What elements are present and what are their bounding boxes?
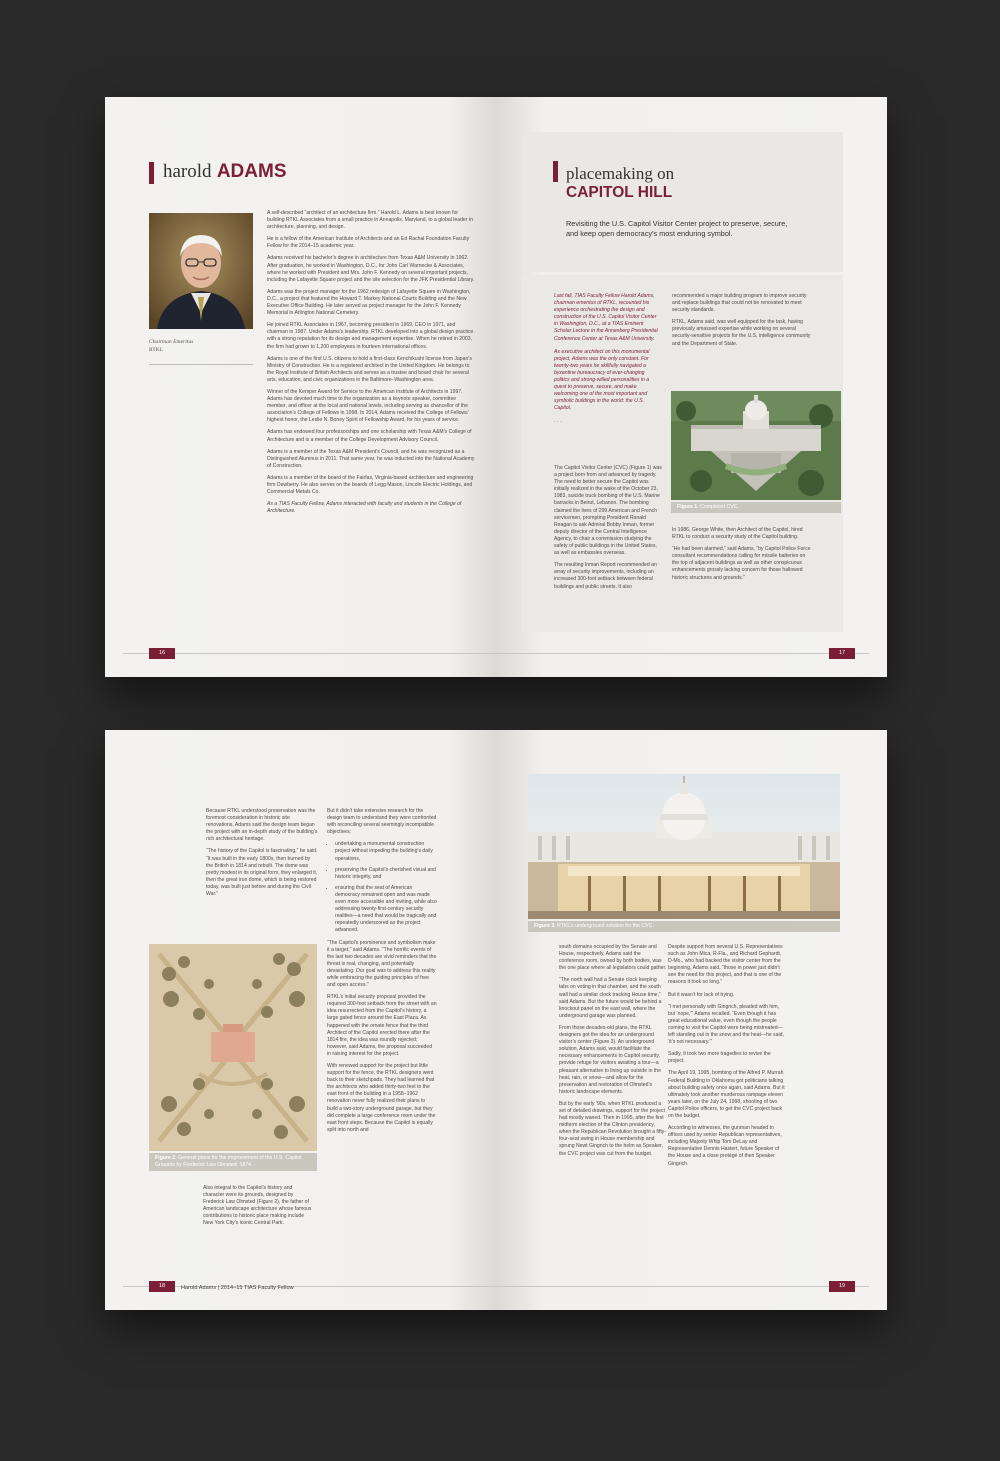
bio-paragraph: Adams is a member of the board of the Fairfax, Virginia-based architecture and engineering firm Dewberry. He also serves on the boards of Legg Mason, Lincoln Electric Holdings, and Commercial Metals Co. xyxy=(267,474,474,496)
article-paragraph: Despite support from several U.S. Representatives such as John Mica, R-Fla., and Richard Gephardt, D-Mo., who had backed the visitor center from the beginning, Adams said, “those in power just didn’t see the need for this project, and that is one of the reasons it took so long.” xyxy=(668,944,783,986)
article-paragraph: The April 19, 1995, bombing of the Alfred P. Murrah Federal Building in Oklahoma got politicians talking about building safety once again, said Adams. But it ultimately took another murderous rampage eleven years later, on the July 24, 1998, shooting of two Capitol Police officers, to get the CVC project back on the budget. xyxy=(668,1070,785,1119)
article-paragraph: recommended a major building program to improve security and replace buildings that could not be renovated to meet security standards. xyxy=(672,293,807,314)
article-column-2-top xyxy=(672,293,812,353)
article-paragraph: With renewed support for the project but little support for the fence, the RTKL designers went back to their sketchpads. They had learned that the architects who added thirty-two feet to the east front of the building in a 1958–1962 renovation never fully realized their plans to build a two-story underground garage, but they did complete a large conference room under the east front steps. Because the Capitol is equally split into north and xyxy=(327,1063,436,1133)
page-number: 18 xyxy=(149,1281,175,1292)
bio-paragraph: He joined RTKL Associates in 1967, becoming president in 1969, CEO in 1971, and chairman in 1987. Under Adams’s leadership, RTKL developed into a global design practice with a strong reputation for its design and management expertise. When he retired in 2003, the firm had grown to 1,200 employees in fourteen international offices. xyxy=(267,322,474,350)
article-paragraph: RTKL, Adams said, was well equipped for the task, having previously amassed expertise while working on several security-sensitive projects for the U.S. intelligence community and the Department of State. xyxy=(672,319,811,347)
article-paragraph: “He had been alarmed,” said Adams, “by Capitol Police Force consultant recommendations calling for missile batteries on the top of adjacent buildings as well as other conspicuous enhancements grossly lacking concern for those hallowed historic structures and grounds.” xyxy=(672,546,811,581)
article-column-2 xyxy=(327,808,437,1139)
figure-2-image xyxy=(149,944,317,1151)
article-paragraph: “I met personally with Gingrich, pleaded with him, but ‘nope,’” Adams recalled. “Even though it has great educational value, even though the people coming to visit the Capitol were being mistreated—left standing out in the snow and the heat—he said, ‘it’s not necessary.’” xyxy=(668,1003,784,1046)
page-17 xyxy=(496,97,887,677)
title-light: harold xyxy=(163,161,212,182)
bio-paragraph: Adams is one of the first U.S. citizens to hold a first-class Kenchikushi license from Japan’s Ministry of Construction. He is a registered architect in the United Kingdom. He belongs to the Royal Institute of British Architects and serves as a trustee and board chair for several arts, education, and civic organizations in the Baltimore–Washington area. xyxy=(267,355,472,383)
article-paragraph: RTKL’s initial security proposal provided the required 300-foot setback from the street with an idea resurrected from the Capitol’s history, a large gated fence around the East Plaza. As happened with the ornate fence that the third Architect of the Capitol erected there after the 1814 fire, the idea was roundly rejected; however, said Adams, the proposal succeeded in raising interest for the project. xyxy=(327,994,437,1057)
list-item: • preserving the Capitol’s cherished visual and historic integrity, and xyxy=(335,867,437,881)
article-paragraph: But it wasn’t for lack of trying. xyxy=(668,991,735,998)
figure-3-image xyxy=(528,774,840,919)
title-accent-bar xyxy=(149,162,154,184)
page-title xyxy=(566,164,674,202)
caption-role: Chairman xyxy=(149,339,172,345)
intro-italic xyxy=(554,293,660,432)
article-paragraph: Because RTKL understood preservation was the foremost consideration in historic site renovations, Adams said the design team began the project with an in-depth study of the building’s rich architectural heritage. xyxy=(206,808,318,843)
bio-paragraph: He is a fellow of the American Institute of Architects and an Ed Rachal Foundation Faculty Fellow for the 2014–15 academic year. xyxy=(267,236,470,250)
title-light: placemaking on xyxy=(566,164,675,183)
article-paragraph: According to witnesses, the gunman headed to offices used by senior Republican representatives, including Majority Whip Tom DeLay and Representative Dennis Hastert, future Speaker of the House and a close protégé of then Speaker Gingrich. xyxy=(668,1125,782,1167)
article-paragraph: south domains occupied by the Senate and House, respectively, Adams said the conference room, owned by both bodies, was the one place where all legislators could gather. xyxy=(559,944,667,972)
footer-rule xyxy=(496,653,869,654)
header-panel xyxy=(521,132,843,272)
article-paragraph: But it didn’t take extensive research for the design team to understand they were confronted with reconciling several seemingly incompatible objectives: xyxy=(327,808,437,836)
photo-caption xyxy=(149,339,193,354)
page-18 xyxy=(105,730,496,1310)
figure-text: General plans for the improvement of the U.S. Capitol Grounds by Frederick Law Olmsted, 1874. xyxy=(155,1155,302,1168)
article-paragraph: Also integral to the Capitol’s history and character were its grounds, designed by Frederick Law Olmsted (Figure 2), the father of American landscape architecture whose famous contributions to historic place making include New York City’s iconic Central Park. xyxy=(203,1185,312,1227)
figure-label: Figure 1. xyxy=(677,504,699,510)
figure-label: Figure 3. xyxy=(534,923,556,929)
article-column-1-bottom xyxy=(203,1185,315,1233)
footer-rule xyxy=(496,1286,869,1287)
page-number: 16 xyxy=(149,648,175,659)
list-item: • ensuring that the seat of American democracy remained open and was made even more accessible and inviting, while also addressing twenty-first-century security realities—a need that would be tragically and repeatedly underscored as the project advanced. xyxy=(335,885,437,935)
title-accent-bar xyxy=(553,161,558,182)
figure-text: Completed CVC. xyxy=(700,504,739,510)
page-number: 17 xyxy=(829,648,855,659)
section-separator: · · · xyxy=(554,418,562,425)
subtitle: Revisiting the U.S. Capitol Visitor Center project to preserve, secure, and keep open democracy’s most enduring symbol. xyxy=(566,219,788,238)
bio-paragraph: Adams has endowed four professorships and one scholarship with Texas A&M’s College of Architecture and is a member of the College Development Advisory Council. xyxy=(267,429,472,443)
intro-paragraph: As executive architect on this monumental project, Adams was the only constant. For twenty-two years he skillfully navigated a byzantine bureaucracy of ever-changing politics and strong-willed personalities in a quest to preserve, secure, and make welcoming one of the most important and symbolic buildings in the world: the U.S. Capitol. xyxy=(554,348,650,412)
article-column-1-top xyxy=(206,808,318,903)
caption-divider xyxy=(149,364,253,365)
list-item: • undertaking a monumental construction project without impeding the building’s daily operations, xyxy=(335,841,437,862)
article-paragraph: But by the early ’90s, when RTKL produced a set of detailed drawings, support for the project had mostly waned. Then in 1995, after the first midterm election of the Clinton presidency, when the Republican Revolution brought a fifty-four-seat swing in House membership and sprung Newt Gingrich to the helm as Speaker, the CVC project was cut from the budget. xyxy=(559,1100,667,1157)
intro-paragraph: Last fall, TIAS Faculty Fellow Harold Adams, chairman emeritus of RTKL, recounted his experience orchestrating the design and construction of the U.S. Capitol Visitor Center in Washington, D.C., at a TIAS Eminent Scholar Lecture in the Annenberg Presidential Conference Center at Texas A&M University. xyxy=(554,293,658,342)
article-column-2-bottom xyxy=(672,527,812,587)
figure-text: RTKL’s underground solution for the CVC. xyxy=(557,923,654,929)
bottom-spread xyxy=(105,730,887,1310)
bio-paragraph: Adams received his bachelor’s degree in architecture from Texas A&M University in 1962. After graduation, he worked in Washington, D.C., for John Carl Warnecke & Associates, where he worked with President and Mrs. John F. Kennedy on several important projects, including the Lafayette Square project and the site selection for the JFK Presidential Library. xyxy=(267,255,475,283)
article-column-1 xyxy=(559,944,667,1163)
bio-paragraph: Adams is a member of the Texas A&M President’s Council, and he was recognized as a Distinguished Alumnus in 2011. That same year, he was inducted into the National Academy of Construction. xyxy=(267,448,475,469)
article-paragraph: “The history of the Capitol is fascinating,” he said. “It was built in the early 1800s, then burned by the British in 1814 and rebuilt. The dome was pretty modest in its original form, they enlarged it, then the great iron dome, which is being restored today, was built just before and during the Civil War.” xyxy=(206,848,318,898)
article-column-2 xyxy=(668,944,786,1173)
article-paragraph: The resulting Inman Report recommended an array of security improvements, including an increased 300-foot setback between federal buildings and public streets. It also xyxy=(554,562,657,590)
title-bold: CAPITOL HILL xyxy=(566,184,673,201)
bio-paragraph: A self-described “architect of an architecture firm,” Harold L. Adams is best known for building RTKL Associates from a small practice in Annapolis, Maryland, to a global leader in architecture, planning, and design. xyxy=(267,210,473,231)
bio-closing: As a TIAS Faculty Fellow, Adams interacted with faculty and students in the College of Architecture. xyxy=(267,501,462,515)
article-paragraph: “The north wall had a Senate clock keeping tabs on voting in that chamber, and the south wall had a similar clock tracking House time,” said Adams. But the future would be behind a knockout panel on the east wall, where the underground garage was planned. xyxy=(559,977,662,1019)
top-spread xyxy=(105,97,887,677)
figure-1-caption xyxy=(671,502,841,513)
bio-text xyxy=(267,210,477,520)
page-number: 19 xyxy=(829,1281,855,1292)
article-paragraph: “The Capitol’s prominence and symbolism make it a target,” said Adams. “The horrific events of the last two decades are vivid reminders that the threat is real, changing, and potentially devastating. Our goal was to address this reality while embracing the guiding principles of free and open access.” xyxy=(327,939,437,989)
footer-rule xyxy=(123,1286,496,1287)
page-title xyxy=(163,161,287,183)
article-paragraph: In 1986, George White, then Architect of the Capitol, hired RTKL to conduct a security study of the Capitol building. xyxy=(672,527,803,541)
article-paragraph: Sadly, it took two more tragedies to revive the project. xyxy=(668,1051,771,1065)
title-bold: ADAMS xyxy=(216,161,287,182)
page-16 xyxy=(105,97,496,677)
article-paragraph: The Capitol Visitor Center (CVC) (Figure 1) was a project born from and advanced by tragedy. The need to better secure the Capitol was initially realized in the wake of the October 23, 1983, suicide truck bombing of the U.S. Marine barracks in Beirut, Lebanon. The bombing claimed the lives of 299 American and French servicemen, prompting President Ronald Reagan to ask Admiral Bobby Inman, former deputy director of the Central Intelligence Agency, to chair a commission studying the safety of public buildings in the United States, as well as embassies overseas. xyxy=(554,465,662,557)
bio-paragraph: Winner of the Kemper Award for Service to the American Institute of Architects in 1997, Adams has devoted much time to the organization as a keynote speaker, committee member, and officer at the local and national levels, including serving as chancellor of the association’s College of Fellows in 1998. In 2014, Adams received the College of Fellows’ highest honor, the Leslie N. Boney Spirit of Fellowship Award, for his years of service. xyxy=(267,388,469,424)
portrait-photo xyxy=(149,213,253,329)
article-column-1 xyxy=(554,465,662,596)
bio-paragraph: Adams was the project manager for the 1962 redesign of Lafayette Square in Washington, D.C., a project that featured the Howard T. Markey National Courts Building and the New Executive Office Building. He later served as project manager for the John F. Kennedy Memorial in Arlington National Cemetery. xyxy=(267,288,471,317)
figure-2-caption xyxy=(149,1153,317,1171)
footer-rule xyxy=(123,653,496,654)
caption-role-emeritus: Emeritus xyxy=(173,339,194,345)
figure-label: Figure 2. xyxy=(155,1155,177,1161)
figure-1-image xyxy=(671,391,841,500)
figure-3-caption xyxy=(528,921,840,932)
running-footer: Harold Adams | 2014–15 TIAS Faculty Fellow xyxy=(181,1285,294,1291)
objectives-list xyxy=(327,841,437,934)
page-19 xyxy=(496,730,887,1310)
caption-org: RTKL xyxy=(149,346,164,353)
article-paragraph: From those decades-old plans, the RTKL designers got the idea for an underground visitor’s center (Figure 3). An underground solution, Adams said, would facilitate the necessary enhancements to Capitol security, provide refuge for visitors awaiting a tour—a pleasant alternative to lining up outside in the heat, rain, or snow—and allow for the preservation and restoration of Olmsted’s historic landscape elements. xyxy=(559,1024,661,1095)
